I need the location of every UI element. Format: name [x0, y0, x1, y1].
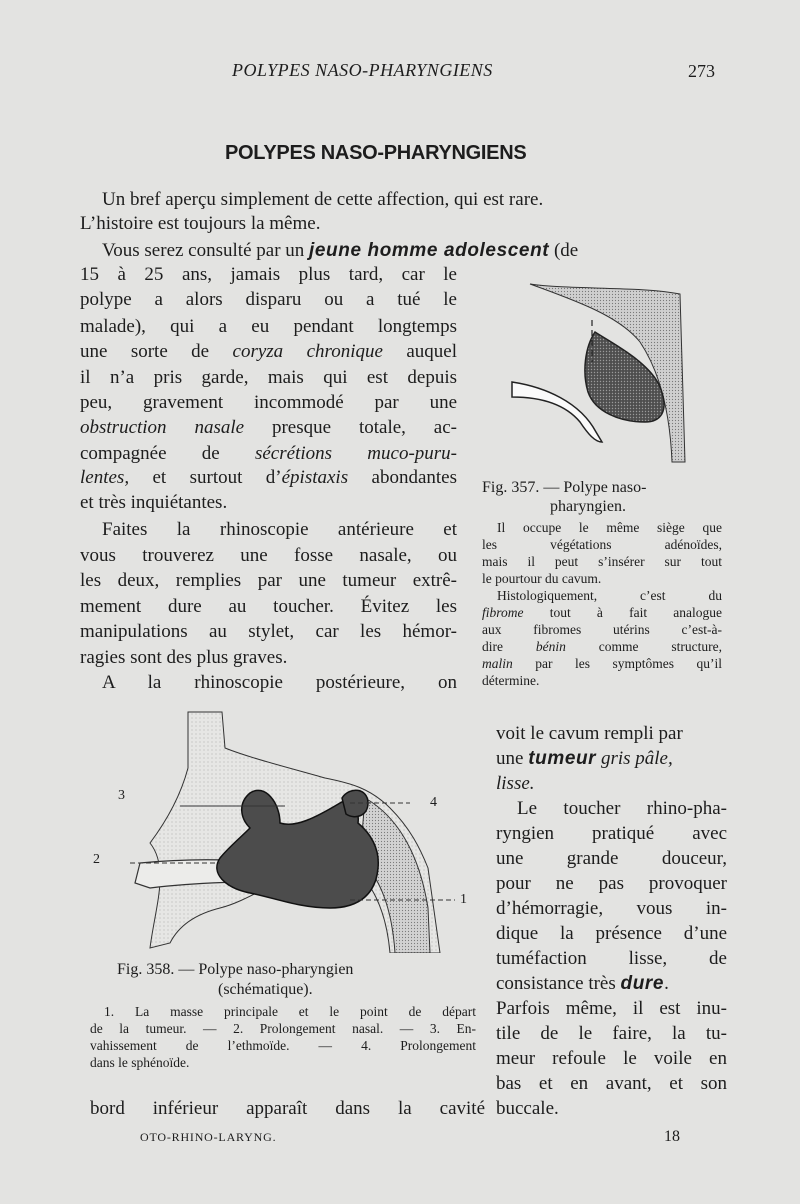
p2-line [80, 442, 457, 466]
emphasis-jeune-homme: jeune homme adolescent [309, 240, 550, 261]
p2-text: compagnée de [80, 443, 255, 464]
fig357-note [482, 639, 722, 654]
p2-line: malade), qui a eu pendant longtemps [80, 316, 457, 337]
p3-line: vous trouverez une fosse nasale, ou [80, 545, 457, 566]
fig358-note: de la tumeur. — 2. Prolongement nasal. — 3. En- [90, 1021, 476, 1036]
right-col-line: voit le cavum rempli par [496, 723, 683, 744]
fig357-italic: fibrome [482, 605, 524, 620]
p2-italic: sécrétions muco-puru- [254, 443, 457, 464]
p2-italic: obstruction nasale [80, 417, 245, 438]
fig358-caption-2: (schématique). [218, 981, 313, 998]
fig358-label-3: 3 [118, 788, 125, 803]
fig357-text: tout à fait analogue [549, 605, 722, 620]
p2-text: auquel [406, 341, 457, 362]
fig357-italic: bénin [535, 639, 566, 654]
fig358-note: dans le sphénoïde. [90, 1055, 190, 1070]
fig358-note: 1. La masse principale et le point de départ [104, 1004, 476, 1019]
emphasis-dure: dure [620, 973, 665, 994]
p2-text: une sorte de [80, 341, 233, 362]
footer-signature: OTO-RHINO-LARYNG. [140, 1130, 277, 1144]
p2-line: il n’a pris garde, mais qui est depuis [80, 367, 457, 388]
fig357-note [482, 605, 722, 620]
p3-line: manipulations au stylet, car les hémor- [80, 621, 457, 642]
fig358-label-4: 4 [430, 795, 437, 810]
fig357-note: Histologiquement, c’est du [497, 588, 722, 603]
right-col-line: tile de le faire, la tu- [496, 1023, 727, 1044]
fig358-label-1: 1 [460, 892, 467, 907]
fig357-caption: Fig. 357. — Polype naso- [482, 479, 647, 496]
p2-text: et surtout d’ [152, 467, 282, 488]
p3-line: ragies sont des plus graves. [80, 647, 288, 668]
right-col-line: ryngien pratiqué avec [496, 823, 727, 844]
fig358-caption: Fig. 358. — Polype naso-pharyngien [117, 961, 354, 978]
p2-line: polype a alors disparu ou a tué le [80, 289, 457, 310]
fig357-note: les végétations adénoïdes, [482, 537, 722, 552]
fig357-note: détermine. [482, 673, 540, 688]
intro-line-1: Un bref aperçu simplement de cette affection, qui est rare. [102, 189, 544, 210]
fig357-italic: malin [482, 656, 513, 671]
p2-line [80, 416, 457, 440]
right-col-line: meur refoule le voile en [496, 1048, 727, 1069]
right-col-line [496, 972, 669, 996]
p3-line: mement dure au toucher. Évitez les [80, 596, 457, 617]
fig357-note: mais il peut s’insérer sur tout [482, 554, 722, 569]
p2-italic: épistaxis [281, 467, 349, 488]
p2-first-line [102, 239, 722, 263]
p2-line: et très inquiétantes. [80, 492, 228, 513]
right-col-text: consistance très [496, 973, 621, 994]
right-col-line: pour ne pas provoquer [496, 873, 727, 894]
right-col-line: bas et en avant, et son [496, 1073, 727, 1094]
p2-italic: lentes, [80, 467, 130, 488]
p3-line: les deux, remplies par une tumeur extrê- [80, 570, 457, 591]
right-col-line [496, 747, 723, 771]
p2-line [80, 466, 457, 490]
right-col-italic: gris pâle, [596, 748, 673, 769]
right-col-line: d’hémorragie, vous in- [496, 898, 727, 919]
right-col-line: lisse. [496, 773, 535, 794]
p2-text: Vous serez consulté par un [102, 240, 310, 261]
fig358-note: vahissement de l’ethmoïde. — 4. Prolongement [90, 1038, 476, 1053]
right-col-line: une grande douceur, [496, 848, 727, 869]
fig357-note: Il occupe le même siège que [497, 520, 722, 535]
p2-line: 15 à 25 ans, jamais plus tard, car le [80, 264, 457, 285]
p2-line [80, 340, 457, 364]
right-col-line: Le toucher rhino-pha- [517, 798, 727, 819]
p2-text: (de [549, 240, 579, 261]
section-title: POLYPES NASO-PHARYNGIENS [225, 142, 527, 164]
fig358-label-2: 2 [93, 852, 100, 867]
p4-line: A la rhinoscopie postérieure, on [102, 672, 457, 693]
page-number: 273 [688, 61, 715, 81]
last-line-right: buccale. [496, 1098, 559, 1119]
figure-357-illustration [500, 272, 695, 472]
figure-358-illustration [110, 708, 480, 953]
fig357-text: comme structure, [598, 639, 722, 654]
p2-text: presque totale, ac- [271, 417, 457, 438]
right-col-line: Parfois même, il est inu- [496, 998, 727, 1019]
last-line-left: bord inférieur apparaît dans la cavité [90, 1098, 485, 1119]
right-col-text: une [496, 748, 529, 769]
running-title: POLYPES NASO-PHARYNGIENS [232, 60, 493, 80]
right-col-line: tuméfaction lisse, de [496, 948, 727, 969]
fig357-note [482, 656, 722, 671]
fig357-caption-2: pharyngien. [550, 498, 626, 515]
emphasis-tumeur: tumeur [528, 748, 597, 769]
fig357-text: par les symptômes qu’il [535, 656, 722, 671]
right-col-line: dique la présence d’une [496, 923, 727, 944]
right-col-text: . [664, 973, 669, 994]
fig357-note: le pourtour du cavum. [482, 571, 602, 586]
fig357-text: dire [482, 639, 536, 654]
footer-sheet-number: 18 [664, 1128, 680, 1145]
intro-line-2: L’histoire est toujours la même. [80, 213, 321, 234]
p3-line: Faites la rhinoscopie antérieure et [102, 519, 457, 540]
p2-text: abondantes [371, 467, 457, 488]
p2-italic: coryza chronique [232, 341, 383, 362]
p2-line: peu, gravement incommodé par une [80, 392, 457, 413]
fig357-note: aux fibromes utérins c’est-à- [482, 622, 722, 637]
